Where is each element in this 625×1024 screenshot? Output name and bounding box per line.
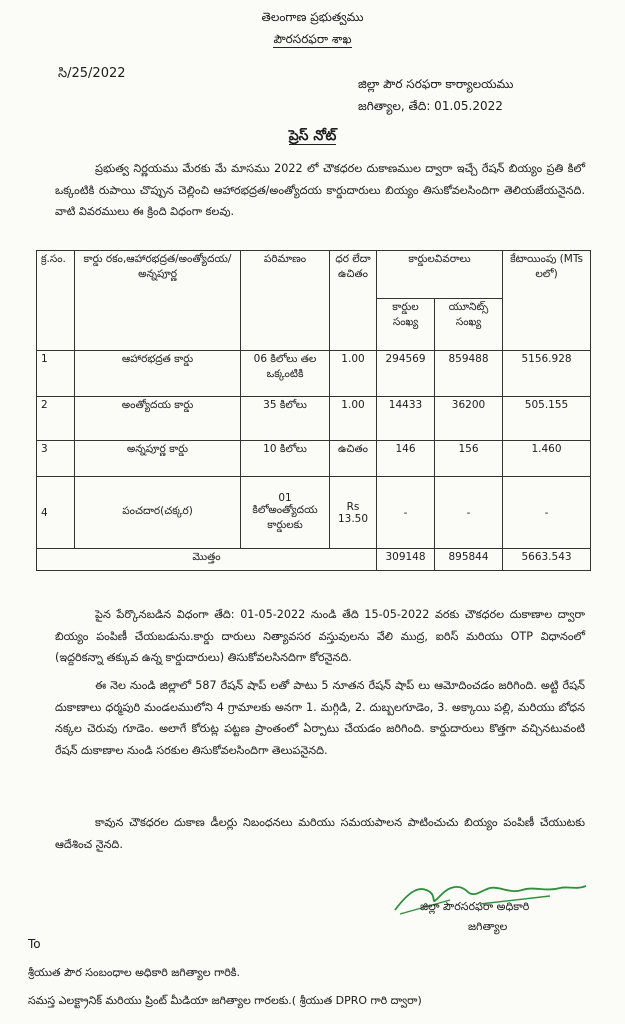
table-row	[37, 397, 591, 441]
office-name: జిల్లా పౌర సరఫరా కార్యాలయము	[358, 77, 514, 91]
row-card: అన్నపూర్ణ కార్డు	[75, 441, 241, 477]
government-heading: తెలంగాణ ప్రభుత్వము	[261, 10, 364, 24]
ration-table	[36, 250, 591, 571]
header-units-count: యూనిట్స్ సంఖ్య	[435, 299, 503, 351]
recipient-line-1: శ్రీయుత పౌర సంబంధాల అధికారి జగిత్యాల గారికి.	[28, 966, 240, 979]
row-card: పంచదార(చక్కర)	[75, 477, 241, 549]
row-alloc: -	[503, 477, 591, 549]
total-alloc: 5663.543	[503, 549, 591, 571]
row-cards: -	[377, 477, 435, 549]
header-card-details: కార్డులవివరాలు	[377, 251, 503, 299]
row-cards: 14433	[377, 397, 435, 441]
new-shops-paragraph	[55, 675, 585, 761]
row-qty: 01 కిలోఅంత్యోదయ కార్డులకు	[241, 477, 330, 549]
distribution-paragraph-text: పైన పేర్కొనబడిన విధంగా తేది: 01-05-2022 నుండి తేది 15-05-2022 వరకు చౌకధరల దుకాణాల ద్వారా బియ్యం పంపిణీ చేయబడును.కార్డు దారులు నిత్యావసర వస్తువులను వేలి ముద్ర, ఐరిస్ మరియు OTP విధానంలో (ఇద్దరికన్నా తక్కువ ఉన్న కార్డుదారులు) తిసుకోవలసినదిగా కోరనైనది.	[55, 608, 585, 664]
header-card-type: కార్డు రకం,ఆహారభద్రత/అంత్యోదయ/అన్నపూర్ణ	[75, 251, 241, 351]
header-sno: క్ర.సం.	[37, 251, 75, 351]
row-cards: 146	[377, 441, 435, 477]
header-allocation: కేటాయింపు (MTs లలో)	[503, 251, 591, 351]
total-units: 895844	[435, 549, 503, 571]
row-sno: 4	[37, 477, 75, 549]
row-qty: 10 కిలోలు	[241, 441, 330, 477]
row-alloc: 5156.928	[503, 351, 591, 397]
signatory-place: జగిత్యాల	[468, 920, 508, 933]
row-cards: 294569	[377, 351, 435, 397]
total-label: మొత్తం	[37, 549, 377, 571]
reference-number: సి/25/2022	[58, 66, 126, 81]
press-note-title-text: ప్రెస్ నోట్	[288, 128, 337, 144]
header-quantity: పరిమాణం	[241, 251, 330, 351]
row-units: 859488	[435, 351, 503, 397]
dealer-instruction-paragraph-text: కావున చౌకధరల దుకాణ డీలర్లు నిబంధనలు మరియు సమయపాలన పాటించుచు బియ్యం పంపిణీ చేయుటకు ఆదేశించ నైనది.	[55, 816, 585, 851]
row-sno: 1	[37, 351, 75, 397]
row-units: -	[435, 477, 503, 549]
table-row	[37, 477, 591, 549]
row-alloc: 505.155	[503, 397, 591, 441]
dealer-instruction-paragraph	[55, 812, 585, 855]
total-row	[37, 549, 591, 571]
table-row	[37, 441, 591, 477]
distribution-paragraph	[55, 604, 585, 669]
row-sno: 3	[37, 441, 75, 477]
row-price: ఉచితం	[330, 441, 377, 477]
place-date: జగిత్యాల, తేది: 01.05.2022	[358, 99, 503, 113]
department-heading	[0, 32, 625, 49]
table-row	[37, 351, 591, 397]
intro-paragraph	[55, 158, 585, 223]
row-units: 36200	[435, 397, 503, 441]
department-label: పౌరసరఫరా శాఖ	[273, 32, 352, 46]
to-label: To	[28, 937, 41, 951]
row-card: ఆహారభద్రత కార్డు	[75, 351, 241, 397]
row-alloc: 1.460	[503, 441, 591, 477]
press-note-title	[0, 128, 625, 147]
row-price: Rs 13.50	[330, 477, 377, 549]
new-shops-paragraph-text: ఈ నెల నుండి జిల్లాలో 587 రేషన్ షాప్ లతో పాటు 5 నూతన రేషన్ షాప్ లు ఆమోదించడం జరిగింది. అట్టి రేషన్ దుకాణాలు ధర్మపురి మండలములోని 4 గ్రామాలకు అనగా 1. మగ్గిడి, 2. దుబ్బలగూడెం, 3. అక్కాయి పల్లి, మరియు బోధన నక్కల చెరువు గూడెం. అలాగే కోరుట్ల పట్టణ ప్రాంతంలో ఏర్పాటు చేయడం జరిగింది. కార్డుదారులు కొత్తగా వచ్చినటువంటి రేషన్ దుకాణాల నుండి సరకుల తిసుకోవలసిందిగా తెలుపనైనది.	[55, 679, 585, 757]
header-cards-count: కార్డుల సంఖ్య	[377, 299, 435, 351]
row-price: 1.00	[330, 397, 377, 441]
row-card: అంత్యోదయ కార్డు	[75, 397, 241, 441]
row-price: 1.00	[330, 351, 377, 397]
signatory-designation: జిల్లా పౌరసరఫరా అధికారి	[420, 900, 530, 913]
recipient-line-2: సమస్త ఎలక్ట్రానిక్ మరియు ప్రింట్ మీడియా జగిత్యాల గారలకు.( శ్రీయుత DPRO గారి ద్వారా)	[28, 994, 422, 1007]
total-cards: 309148	[377, 549, 435, 571]
header-price: ధర లేదా ఉచితం	[330, 251, 377, 351]
row-qty: 06 కిలోలు తల ఒక్కంటికి	[241, 351, 330, 397]
intro-paragraph-text: ప్రభుత్వ నిర్ణయము మేరకు మే మాసము 2022 లో చౌకధరల దుకాణముల ద్వారా ఇచ్చే రేషన్ బియ్యం ప్రతి కిలో ఒక్కంటికి రుపాయి చొప్పున చెల్లించి ఆహారభద్రత/అంత్యోదయ కార్డుదారులు బియ్యం తిసుకోవలసిందిగా తెలియజేయనైనది. వాటి వివరములు ఈ క్రింది విధంగా కలవు.	[55, 162, 585, 218]
row-qty: 35 కిలోలు	[241, 397, 330, 441]
row-units: 156	[435, 441, 503, 477]
row-sno: 2	[37, 397, 75, 441]
